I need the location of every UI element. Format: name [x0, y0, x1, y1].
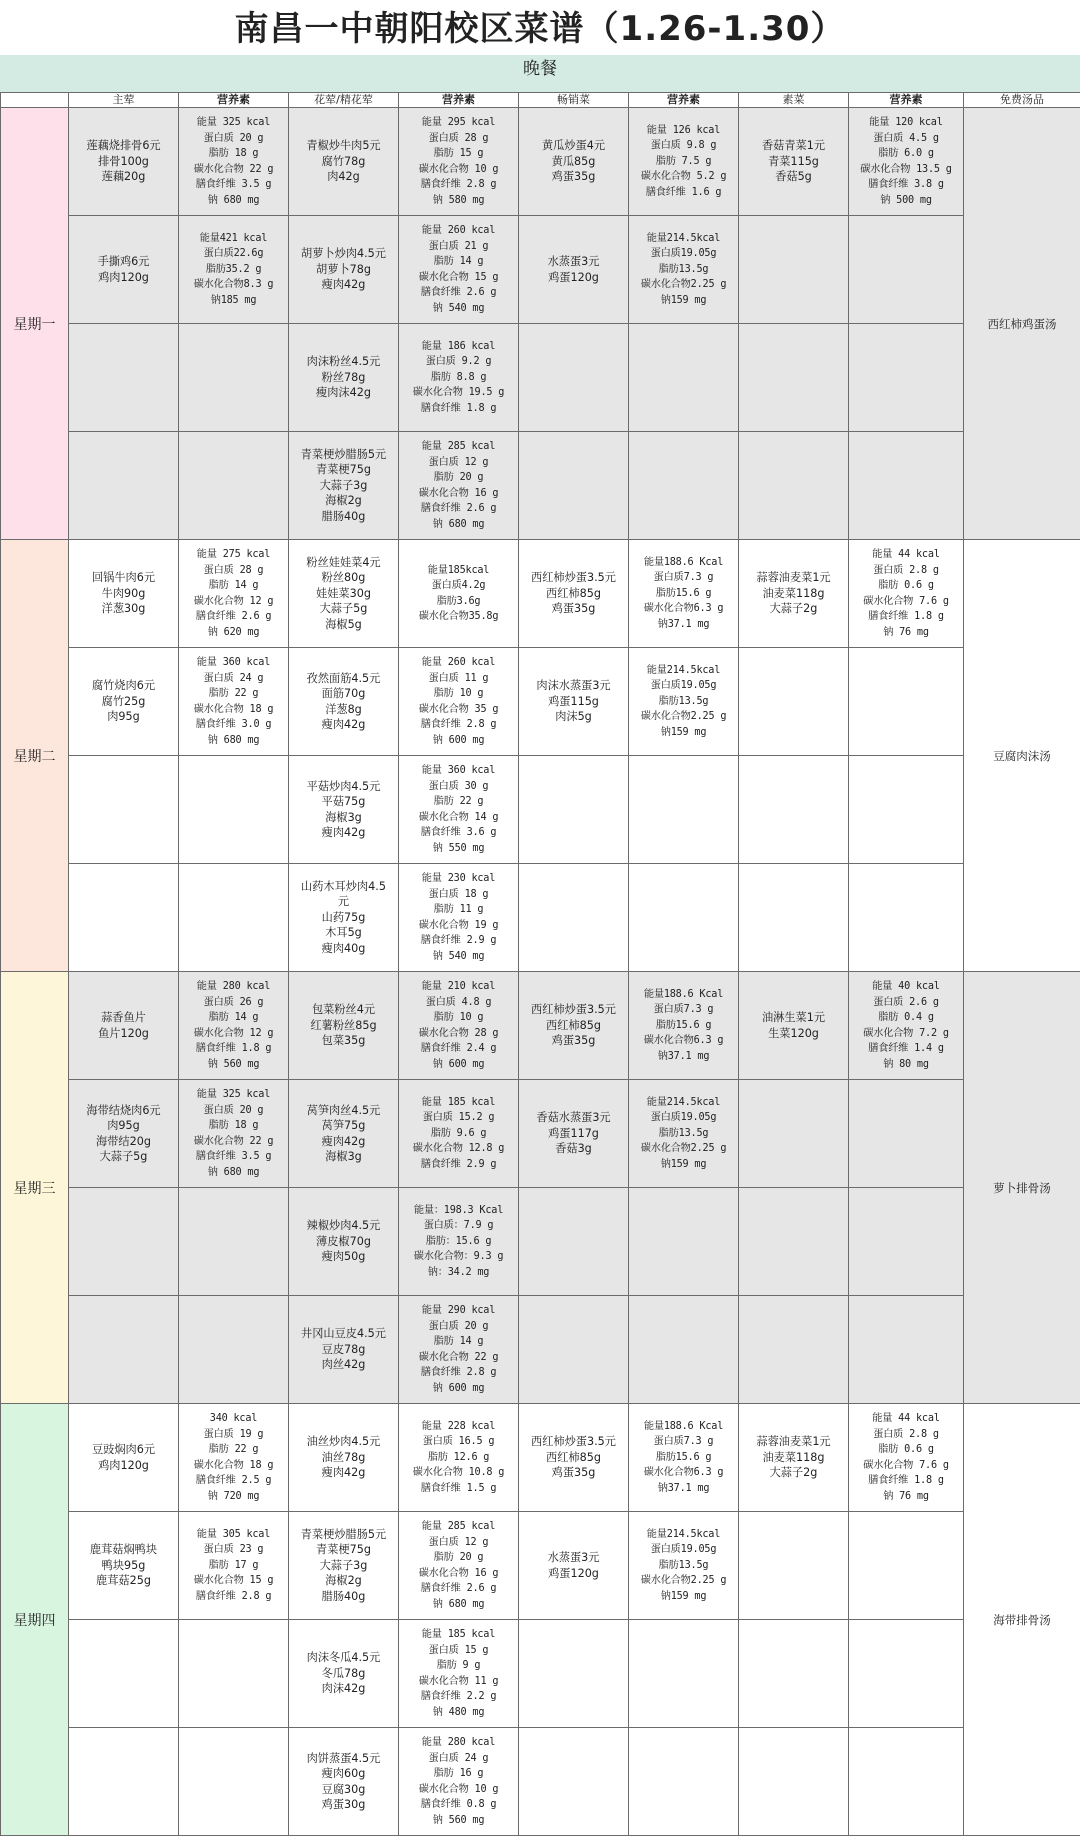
- menu-row: [1, 1296, 1080, 1404]
- main-dish-cell: 莲藕烧排骨6元 排骨100g 莲藕20g: [69, 108, 179, 216]
- mixed-dish-cell: 青菜梗炒腊肠5元 青菜梗75g 大蒜子3g 海椒2g 腊肠40g: [289, 432, 399, 540]
- menu-row: [1, 324, 1080, 432]
- menu-row: [1, 972, 1080, 1080]
- veg-dish-cell: [739, 1080, 849, 1188]
- mixed-nutrition-cell: 能量 285 kcal 蛋白质 12 g 脂肪 20 g 碳水化合物 16 g 膳食纤维 2.6 g 钠 680 mg: [399, 432, 519, 540]
- veg-dish-cell: 油淋生菜1元 生菜120g: [739, 972, 849, 1080]
- bestseller-nutrition-cell: 能量188.6 Kcal 蛋白质7.3 g 脂肪15.6 g 碳水化合物6.3 g 钠37.1 mg: [629, 1404, 739, 1512]
- main-nutrition-cell: 340 kcal 蛋白质 19 g 脂肪 22 g 碳水化合物 18 g 膳食纤维 2.5 g 钠 720 mg: [179, 1404, 289, 1512]
- bestseller-nutrition-cell: 能量188.6 Kcal 蛋白质7.3 g 脂肪15.6 g 碳水化合物6.3 g 钠37.1 mg: [629, 972, 739, 1080]
- bestseller-nutrition-cell: 能量188.6 Kcal 蛋白质7.3 g 脂肪15.6 g 碳水化合物6.3 g 钠37.1 mg: [629, 540, 739, 648]
- menu-row: [1, 756, 1080, 864]
- bestseller-nutrition-cell: 能量214.5kcal 蛋白质19.05g 脂肪13.5g 碳水化合物2.25 g 钠159 mg: [629, 1512, 739, 1620]
- mixed-nutrition-cell: 能量 185 kcal 蛋白质 15 g 脂肪 9 g 碳水化合物 11 g 膳食纤维 2.2 g 钠 480 mg: [399, 1620, 519, 1728]
- main-nutrition-cell: [179, 756, 289, 864]
- soup-cell: 海带排骨汤: [964, 1404, 1080, 1836]
- header-cell-nutrition: 营养素: [179, 93, 289, 108]
- day-label: 星期三: [1, 972, 69, 1404]
- main-nutrition-cell: [179, 1728, 289, 1836]
- bestseller-dish-cell: 黄瓜炒蛋4元 黄瓜85g 鸡蛋35g: [519, 108, 629, 216]
- veg-dish-cell: 香菇青菜1元 青菜115g 香菇5g: [739, 108, 849, 216]
- header-cell-nutrition: 营养素: [399, 93, 519, 108]
- bestseller-nutrition-cell: 能量214.5kcal 蛋白质19.05g 脂肪13.5g 碳水化合物2.25 g 钠159 mg: [629, 648, 739, 756]
- bestseller-dish-cell: 水蒸蛋3元 鸡蛋120g: [519, 1512, 629, 1620]
- header-cell-main-meat: 主荤: [69, 93, 179, 108]
- veg-dish-cell: 蒜蓉油麦菜1元 油麦菜118g 大蒜子2g: [739, 1404, 849, 1512]
- header-cell-day: [1, 93, 69, 108]
- mixed-dish-cell: 油丝炒肉4.5元 油丝78g 瘦肉42g: [289, 1404, 399, 1512]
- veg-nutrition-cell: [849, 1296, 964, 1404]
- header-row: [1, 93, 1080, 108]
- veg-nutrition-cell: [849, 1728, 964, 1836]
- bestseller-dish-cell: [519, 756, 629, 864]
- mixed-dish-cell: 青椒炒牛肉5元 腐竹78g 肉42g: [289, 108, 399, 216]
- bestseller-nutrition-cell: [629, 1188, 739, 1296]
- veg-dish-cell: [739, 1188, 849, 1296]
- main-nutrition-cell: 能量 275 kcal 蛋白质 28 g 脂肪 14 g 碳水化合物 12 g 膳食纤维 2.6 g 钠 620 mg: [179, 540, 289, 648]
- bestseller-nutrition-cell: [629, 324, 739, 432]
- day-label: 星期一: [1, 108, 69, 540]
- bestseller-nutrition-cell: [629, 756, 739, 864]
- veg-nutrition-cell: 能量 44 kcal 蛋白质 2.8 g 脂肪 0.6 g 碳水化合物 7.6 g 膳食纤维 1.8 g 钠 76 mg: [849, 1404, 964, 1512]
- veg-nutrition-cell: [849, 1080, 964, 1188]
- bestseller-dish-cell: [519, 432, 629, 540]
- main-dish-cell: 蒜香鱼片 鱼片120g: [69, 972, 179, 1080]
- veg-dish-cell: [739, 864, 849, 972]
- veg-nutrition-cell: [849, 1188, 964, 1296]
- veg-nutrition-cell: [849, 864, 964, 972]
- bestseller-dish-cell: 西红柿炒蛋3.5元 西红柿85g 鸡蛋35g: [519, 972, 629, 1080]
- veg-nutrition-cell: 能量 40 kcal 蛋白质 2.6 g 脂肪 0.4 g 碳水化合物 7.2 g 膳食纤维 1.4 g 钠 80 mg: [849, 972, 964, 1080]
- mixed-dish-cell: 肉饼蒸蛋4.5元 瘦肉60g 豆腐30g 鸡蛋30g: [289, 1728, 399, 1836]
- bestseller-dish-cell: [519, 1188, 629, 1296]
- mixed-nutrition-cell: 能量 260 kcal 蛋白质 21 g 脂肪 14 g 碳水化合物 15 g 膳食纤维 2.6 g 钠 540 mg: [399, 216, 519, 324]
- menu-row: [1, 216, 1080, 324]
- main-nutrition-cell: [179, 1296, 289, 1404]
- mixed-nutrition-cell: 能量 290 kcal 蛋白质 20 g 脂肪 14 g 碳水化合物 22 g 膳食纤维 2.8 g 钠 600 mg: [399, 1296, 519, 1404]
- mixed-dish-cell: 青菜梗炒腊肠5元 青菜梗75g 大蒜子3g 海椒2g 腊肠40g: [289, 1512, 399, 1620]
- menu-row: [1, 864, 1080, 972]
- mixed-nutrition-cell: 能量 295 kcal 蛋白质 28 g 脂肪 15 g 碳水化合物 10 g 膳食纤维 2.8 g 钠 580 mg: [399, 108, 519, 216]
- header-cell-vegetable: 素菜: [739, 93, 849, 108]
- main-nutrition-cell: 能量421 kcal 蛋白质22.6g 脂肪35.2 g 碳水化合物8.3 g 钠185 mg: [179, 216, 289, 324]
- header-cell-mixed-meat: 花荤/精花荤: [289, 93, 399, 108]
- mixed-dish-cell: 包菜粉丝4元 红薯粉丝85g 包菜35g: [289, 972, 399, 1080]
- main-nutrition-cell: 能量 325 kcal 蛋白质 20 g 脂肪 18 g 碳水化合物 22 g 膳食纤维 3.5 g 钠 680 mg: [179, 1080, 289, 1188]
- veg-dish-cell: [739, 1728, 849, 1836]
- menu-row: [1, 1728, 1080, 1836]
- bestseller-nutrition-cell: [629, 864, 739, 972]
- header-cell-free-soup: 免费汤品: [964, 93, 1080, 108]
- main-dish-cell: [69, 432, 179, 540]
- header-cell-nutrition: 营养素: [629, 93, 739, 108]
- mixed-nutrition-cell: 能量 260 kcal 蛋白质 11 g 脂肪 10 g 碳水化合物 35 g 膳食纤维 2.8 g 钠 600 mg: [399, 648, 519, 756]
- bestseller-dish-cell: [519, 324, 629, 432]
- menu-row: [1, 1512, 1080, 1620]
- bestseller-dish-cell: 香菇水蒸蛋3元 鸡蛋117g 香菇3g: [519, 1080, 629, 1188]
- main-dish-cell: [69, 1620, 179, 1728]
- main-dish-cell: [69, 1728, 179, 1836]
- bestseller-dish-cell: 肉沫水蒸蛋3元 鸡蛋115g 肉沫5g: [519, 648, 629, 756]
- bestseller-nutrition-cell: [629, 1296, 739, 1404]
- mixed-nutrition-cell: 能量 230 kcal 蛋白质 18 g 脂肪 11 g 碳水化合物 19 g 膳食纤维 2.9 g 钠 540 mg: [399, 864, 519, 972]
- main-dish-cell: 海带结烧肉6元 肉95g 海带结20g 大蒜子5g: [69, 1080, 179, 1188]
- mixed-dish-cell: 胡萝卜炒肉4.5元 胡萝卜78g 瘦肉42g: [289, 216, 399, 324]
- veg-dish-cell: 蒜蓉油麦菜1元 油麦菜118g 大蒜子2g: [739, 540, 849, 648]
- mixed-nutrition-cell: 能量 186 kcal 蛋白质 9.2 g 脂肪 8.8 g 碳水化合物 19.5 g 膳食纤维 1.8 g: [399, 324, 519, 432]
- veg-dish-cell: [739, 1512, 849, 1620]
- main-nutrition-cell: [179, 1188, 289, 1296]
- veg-dish-cell: [739, 324, 849, 432]
- main-nutrition-cell: [179, 324, 289, 432]
- bestseller-nutrition-cell: 能量 126 kcal 蛋白质 9.8 g 脂肪 7.5 g 碳水化合物 5.2 g 膳食纤维 1.6 g: [629, 108, 739, 216]
- veg-nutrition-cell: 能量 120 kcal 蛋白质 4.5 g 脂肪 6.0 g 碳水化合物 13.5 g 膳食纤维 3.8 g 钠 500 mg: [849, 108, 964, 216]
- menu-row: [1, 108, 1080, 216]
- veg-dish-cell: [739, 432, 849, 540]
- mixed-dish-cell: 肉沫粉丝4.5元 粉丝78g 瘦肉沫42g: [289, 324, 399, 432]
- day-label: 星期四: [1, 1404, 69, 1836]
- veg-dish-cell: [739, 216, 849, 324]
- main-dish-cell: 手撕鸡6元 鸡肉120g: [69, 216, 179, 324]
- menu-row: [1, 540, 1080, 648]
- mixed-dish-cell: 粉丝娃娃菜4元 粉丝80g 娃娃菜30g 大蒜子5g 海椒5g: [289, 540, 399, 648]
- bestseller-dish-cell: 西红柿炒蛋3.5元 西红柿85g 鸡蛋35g: [519, 1404, 629, 1512]
- main-dish-cell: 回锅牛肉6元 牛肉90g 洋葱30g: [69, 540, 179, 648]
- main-nutrition-cell: 能量 305 kcal 蛋白质 23 g 脂肪 17 g 碳水化合物 15 g 膳食纤维 2.8 g: [179, 1512, 289, 1620]
- main-nutrition-cell: 能量 280 kcal 蛋白质 26 g 脂肪 14 g 碳水化合物 12 g 膳食纤维 1.8 g 钠 560 mg: [179, 972, 289, 1080]
- bestseller-nutrition-cell: [629, 1728, 739, 1836]
- bestseller-dish-cell: [519, 1728, 629, 1836]
- bestseller-dish-cell: 水蒸蛋3元 鸡蛋120g: [519, 216, 629, 324]
- menu-table: [0, 92, 1080, 1836]
- veg-nutrition-cell: [849, 216, 964, 324]
- veg-nutrition-cell: [849, 756, 964, 864]
- veg-dish-cell: [739, 756, 849, 864]
- soup-cell: 西红柿鸡蛋汤: [964, 108, 1080, 540]
- main-nutrition-cell: [179, 864, 289, 972]
- main-dish-cell: [69, 756, 179, 864]
- main-nutrition-cell: 能量 360 kcal 蛋白质 24 g 脂肪 22 g 碳水化合物 18 g 膳食纤维 3.0 g 钠 680 mg: [179, 648, 289, 756]
- soup-cell: 豆腐肉沫汤: [964, 540, 1080, 972]
- main-dish-cell: [69, 1296, 179, 1404]
- veg-dish-cell: [739, 648, 849, 756]
- main-nutrition-cell: 能量 325 kcal 蛋白质 20 g 脂肪 18 g 碳水化合物 22 g 膳食纤维 3.5 g 钠 680 mg: [179, 108, 289, 216]
- bestseller-nutrition-cell: [629, 432, 739, 540]
- main-dish-cell: [69, 864, 179, 972]
- menu-row: [1, 648, 1080, 756]
- veg-nutrition-cell: [849, 1620, 964, 1728]
- mixed-nutrition-cell: 能量 228 kcal 蛋白质 16.5 g 脂肪 12.6 g 碳水化合物 10.8 g 膳食纤维 1.5 g: [399, 1404, 519, 1512]
- bestseller-nutrition-cell: 能量214.5kcal 蛋白质19.05g 脂肪13.5g 碳水化合物2.25 g 钠159 mg: [629, 216, 739, 324]
- meal-header: 晚餐: [0, 55, 1080, 83]
- menu-row: [1, 432, 1080, 540]
- header-cell-nutrition: 营养素: [849, 93, 964, 108]
- header-cell-bestseller: 畅销菜: [519, 93, 629, 108]
- veg-dish-cell: [739, 1620, 849, 1728]
- day-label: 星期二: [1, 540, 69, 972]
- page-title: 南昌一中朝阳校区菜谱（1.26-1.30）: [0, 0, 1080, 58]
- mixed-nutrition-cell: 能量185kcal 蛋白质4.2g 脂肪3.6g 碳水化合物35.8g: [399, 540, 519, 648]
- veg-nutrition-cell: [849, 432, 964, 540]
- mixed-dish-cell: 孜然面筋4.5元 面筋70g 洋葱8g 瘦肉42g: [289, 648, 399, 756]
- mixed-nutrition-cell: 能量 285 kcal 蛋白质 12 g 脂肪 20 g 碳水化合物 16 g 膳食纤维 2.6 g 钠 680 mg: [399, 1512, 519, 1620]
- mixed-nutrition-cell: 能量 210 kcal 蛋白质 4.8 g 脂肪 10 g 碳水化合物 28 g 膳食纤维 2.4 g 钠 600 mg: [399, 972, 519, 1080]
- main-dish-cell: [69, 324, 179, 432]
- mixed-dish-cell: 井冈山豆皮4.5元 豆皮78g 肉丝42g: [289, 1296, 399, 1404]
- bestseller-dish-cell: [519, 864, 629, 972]
- meal-header-strip: [0, 83, 1080, 92]
- mixed-dish-cell: 辣椒炒肉4.5元 薄皮椒70g 瘦肉50g: [289, 1188, 399, 1296]
- veg-nutrition-cell: 能量 44 kcal 蛋白质 2.8 g 脂肪 0.6 g 碳水化合物 7.6 g 膳食纤维 1.8 g 钠 76 mg: [849, 540, 964, 648]
- mixed-nutrition-cell: 能量 360 kcal 蛋白质 30 g 脂肪 22 g 碳水化合物 14 g 膳食纤维 3.6 g 钠 550 mg: [399, 756, 519, 864]
- main-dish-cell: 鹿茸菇焖鸭块 鸭块95g 鹿茸菇25g: [69, 1512, 179, 1620]
- bestseller-dish-cell: [519, 1620, 629, 1728]
- main-nutrition-cell: [179, 1620, 289, 1728]
- main-dish-cell: 豆豉焖肉6元 鸡肉120g: [69, 1404, 179, 1512]
- mixed-nutrition-cell: 能量：198.3 Kcal 蛋白质：7.9 g 脂肪：15.6 g 碳水化合物：9.3 g 钠：34.2 mg: [399, 1188, 519, 1296]
- mixed-dish-cell: 莴笋肉丝4.5元 莴笋75g 瘦肉42g 海椒3g: [289, 1080, 399, 1188]
- mixed-nutrition-cell: 能量 185 kcal 蛋白质 15.2 g 脂肪 9.6 g 碳水化合物 12.8 g 膳食纤维 2.9 g: [399, 1080, 519, 1188]
- menu-row: [1, 1188, 1080, 1296]
- main-dish-cell: [69, 1188, 179, 1296]
- menu-row: [1, 1080, 1080, 1188]
- mixed-dish-cell: 肉沫冬瓜4.5元 冬瓜78g 肉沫42g: [289, 1620, 399, 1728]
- mixed-dish-cell: 平菇炒肉4.5元 平菇75g 海椒3g 瘦肉42g: [289, 756, 399, 864]
- soup-cell: 萝卜排骨汤: [964, 972, 1080, 1404]
- bestseller-dish-cell: 西红柿炒蛋3.5元 西红柿85g 鸡蛋35g: [519, 540, 629, 648]
- veg-dish-cell: [739, 1296, 849, 1404]
- mixed-dish-cell: 山药木耳炒肉4.5 元 山药75g 木耳5g 瘦肉40g: [289, 864, 399, 972]
- main-dish-cell: 腐竹烧肉6元 腐竹25g 肉95g: [69, 648, 179, 756]
- bestseller-nutrition-cell: 能量214.5kcal 蛋白质19.05g 脂肪13.5g 碳水化合物2.25 g 钠159 mg: [629, 1080, 739, 1188]
- menu-row: [1, 1404, 1080, 1512]
- veg-nutrition-cell: [849, 324, 964, 432]
- main-nutrition-cell: [179, 432, 289, 540]
- bestseller-dish-cell: [519, 1296, 629, 1404]
- veg-nutrition-cell: [849, 648, 964, 756]
- menu-row: [1, 1620, 1080, 1728]
- bestseller-nutrition-cell: [629, 1620, 739, 1728]
- veg-nutrition-cell: [849, 1512, 964, 1620]
- mixed-nutrition-cell: 能量 280 kcal 蛋白质 24 g 脂肪 16 g 碳水化合物 10 g 膳食纤维 0.8 g 钠 560 mg: [399, 1728, 519, 1836]
